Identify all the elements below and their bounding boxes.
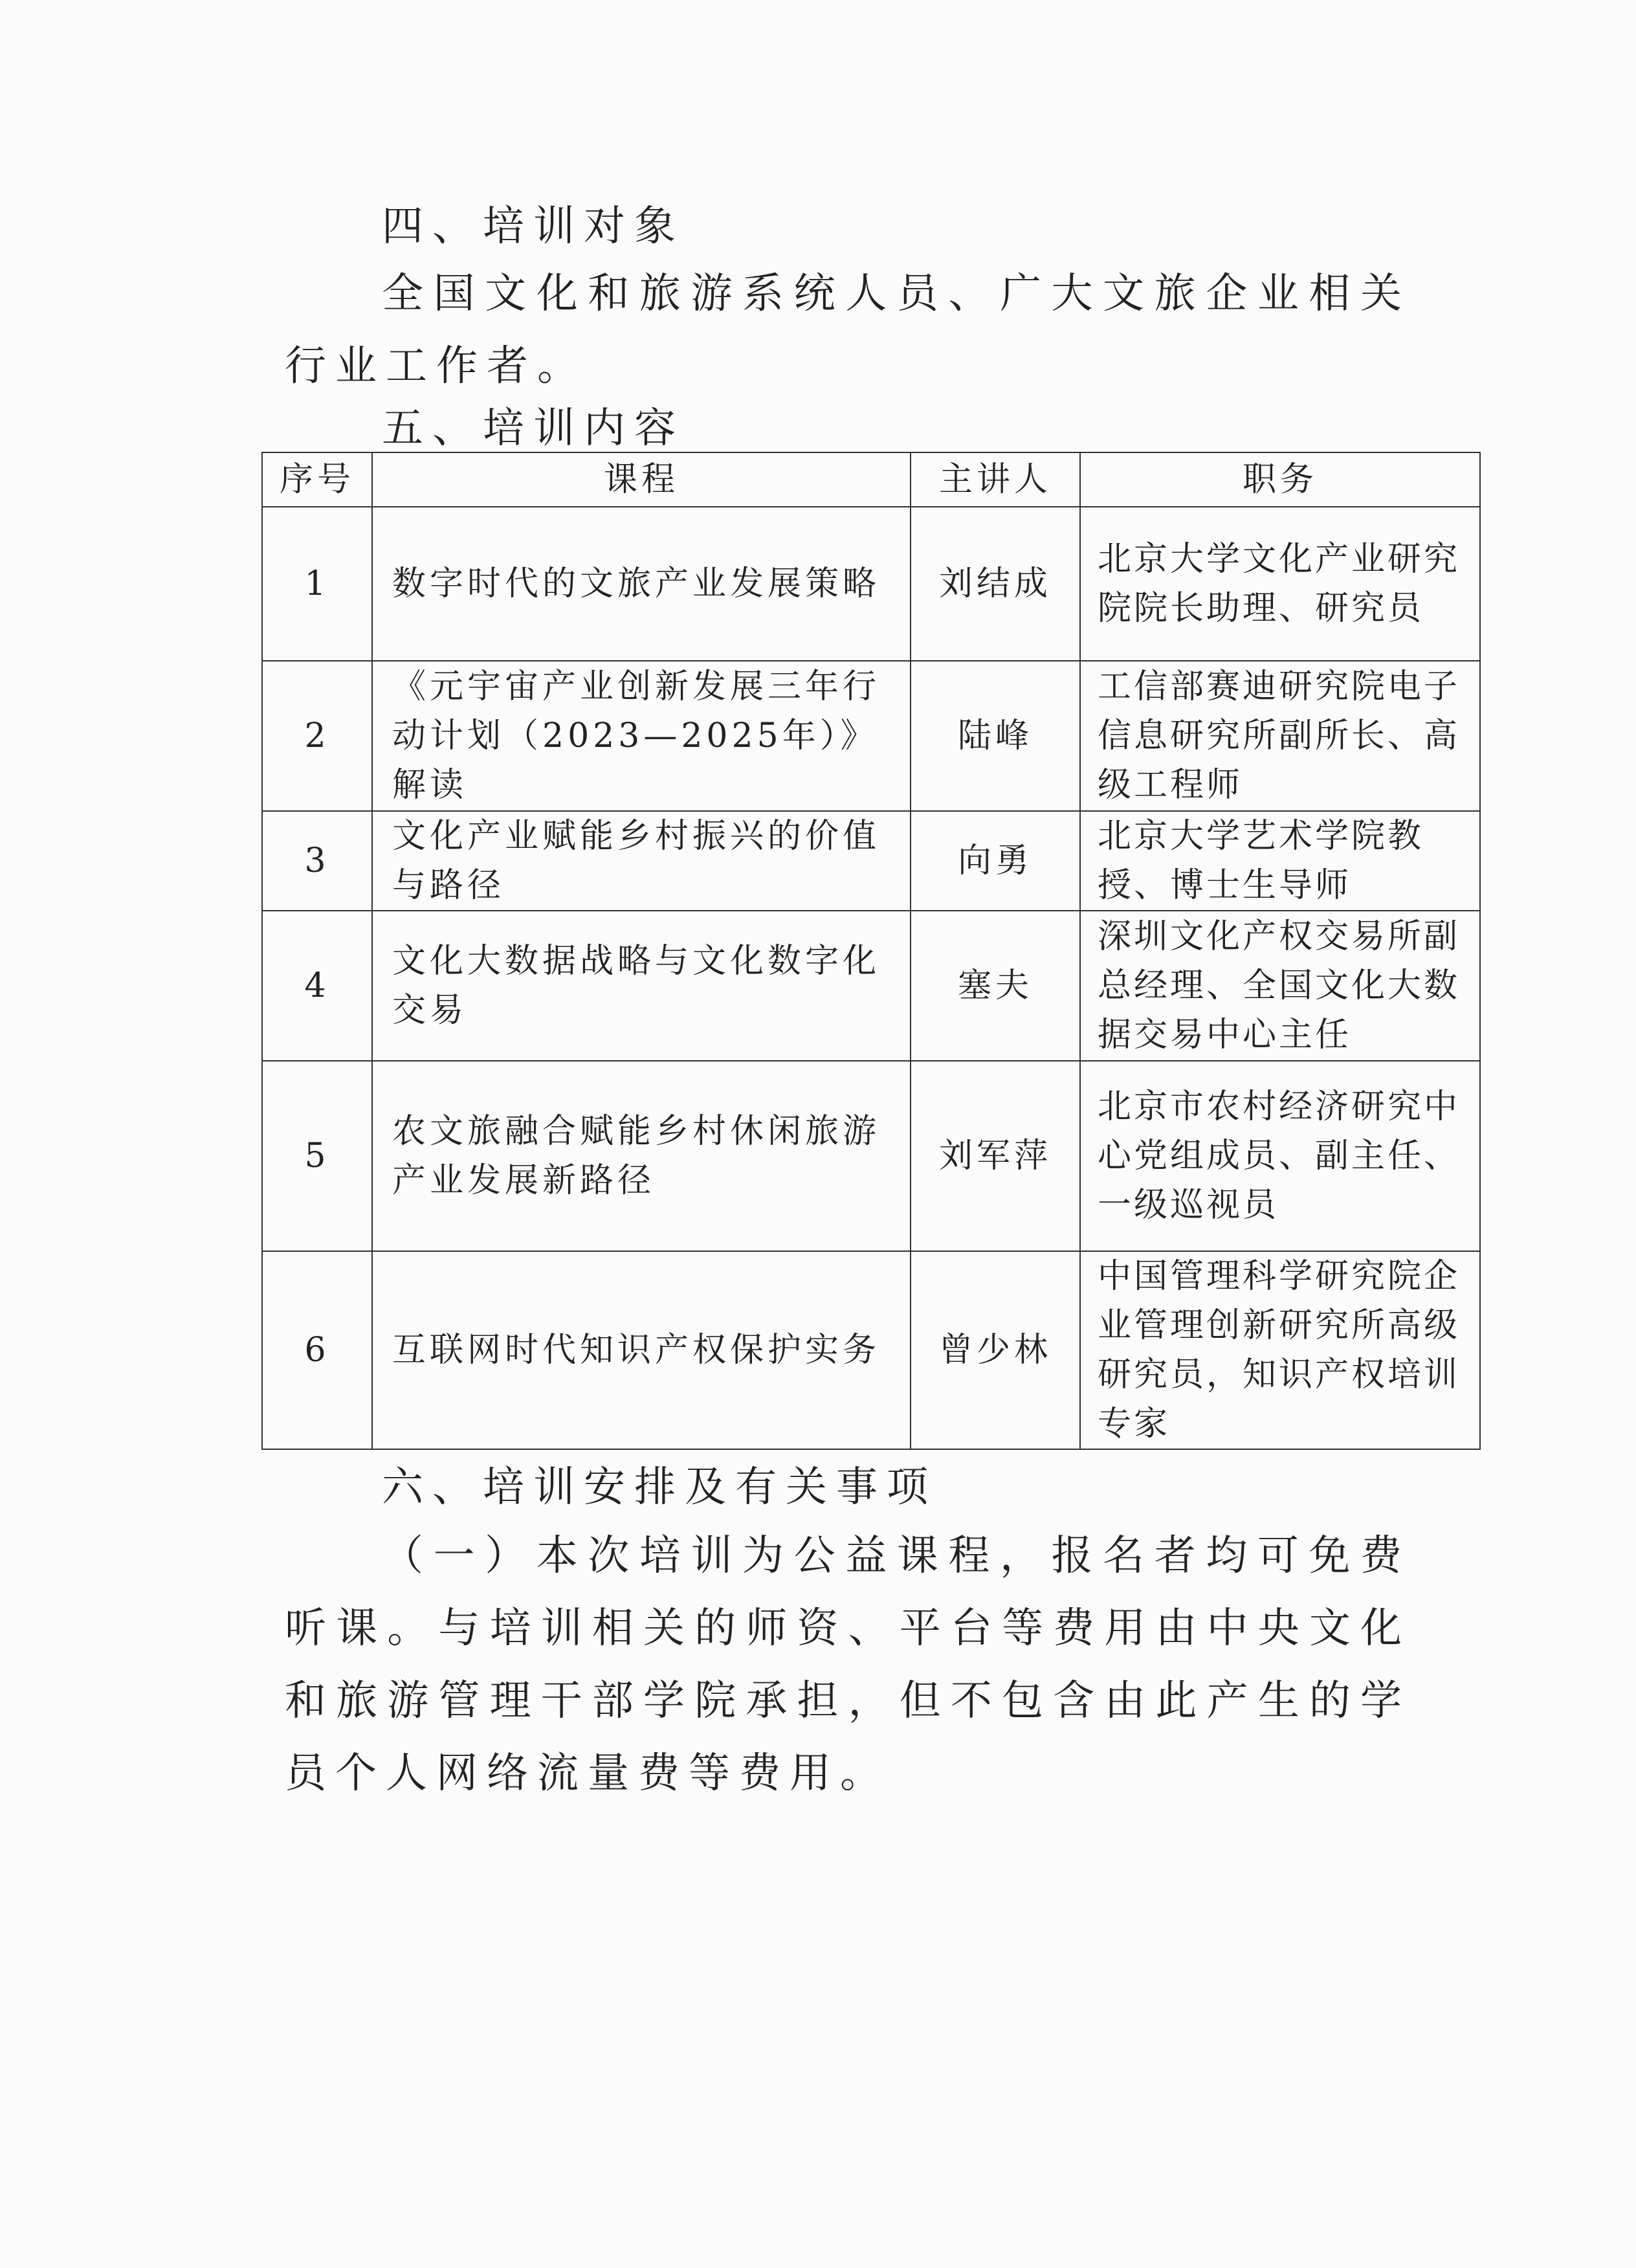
row-course: 农文旅融合赋能乡村休闲旅游产业发展新路径 [372,1061,911,1251]
row-no: 4 [262,911,372,1061]
header-speaker: 主讲人 [911,452,1080,507]
section-4-heading: 四、培训对象 [382,203,685,250]
table-row [262,1251,1480,1449]
row-speaker: 刘结成 [911,507,1080,661]
header-no: 序号 [262,452,372,507]
row-title: 北京大学文化产业研究院院长助理、研究员 [1080,507,1480,661]
row-no: 5 [262,1061,372,1251]
table-row [262,661,1480,811]
row-speaker: 塞夫 [911,911,1080,1061]
row-no: 1 [262,507,372,661]
row-course: 《元宇宙产业创新发展三年行动计划（2023—2025年）》解读 [372,661,911,811]
row-title: 北京大学艺术学院教授、博士生导师 [1080,811,1480,911]
row-title: 工信部赛迪研究院电子信息研究所副所长、高级工程师 [1080,661,1480,811]
row-speaker: 陆峰 [911,661,1080,811]
section-5-heading: 五、培训内容 [382,405,685,452]
section-6-text: （一）本次培训为公益课程，报名者均可免费听课。与培训相关的师资、平台等费用由中央文化和旅游管理干部学院承担，但不包含由此产生的学员个人网络流量费等费用。 [285,1532,1411,1797]
row-speaker: 曾少林 [911,1251,1080,1449]
header-title: 职务 [1080,452,1480,507]
section-6-heading: 六、培训安排及有关事项 [382,1463,937,1511]
row-course: 文化大数据战略与文化数字化交易 [372,911,911,1061]
row-no: 6 [262,1251,372,1449]
table-header-row [262,452,1480,507]
row-course: 数字时代的文旅产业发展策略 [372,507,911,661]
table-row [262,1061,1480,1251]
row-course: 文化产业赋能乡村振兴的价值与路径 [372,811,911,911]
row-title: 中国管理科学研究院企业管理创新研究所高级研究员，知识产权培训专家 [1080,1251,1480,1449]
training-content-table [261,452,1481,1450]
table-row [262,811,1480,911]
row-no: 2 [262,661,372,811]
row-course: 互联网时代知识产权保护实务 [372,1251,911,1449]
table-row [262,507,1480,661]
row-title: 北京市农村经济研究中心党组成员、副主任、一级巡视员 [1080,1061,1480,1251]
row-speaker: 向勇 [911,811,1080,911]
row-title: 深圳文化产权交易所副总经理、全国文化大数据交易中心主任 [1080,911,1480,1061]
header-course: 课程 [372,452,911,507]
section-4-text: 全国文化和旅游系统人员、广大文旅企业相关行业工作者。 [285,270,1411,390]
row-no: 3 [262,811,372,911]
table-row [262,911,1480,1061]
row-speaker: 刘军萍 [911,1061,1080,1251]
